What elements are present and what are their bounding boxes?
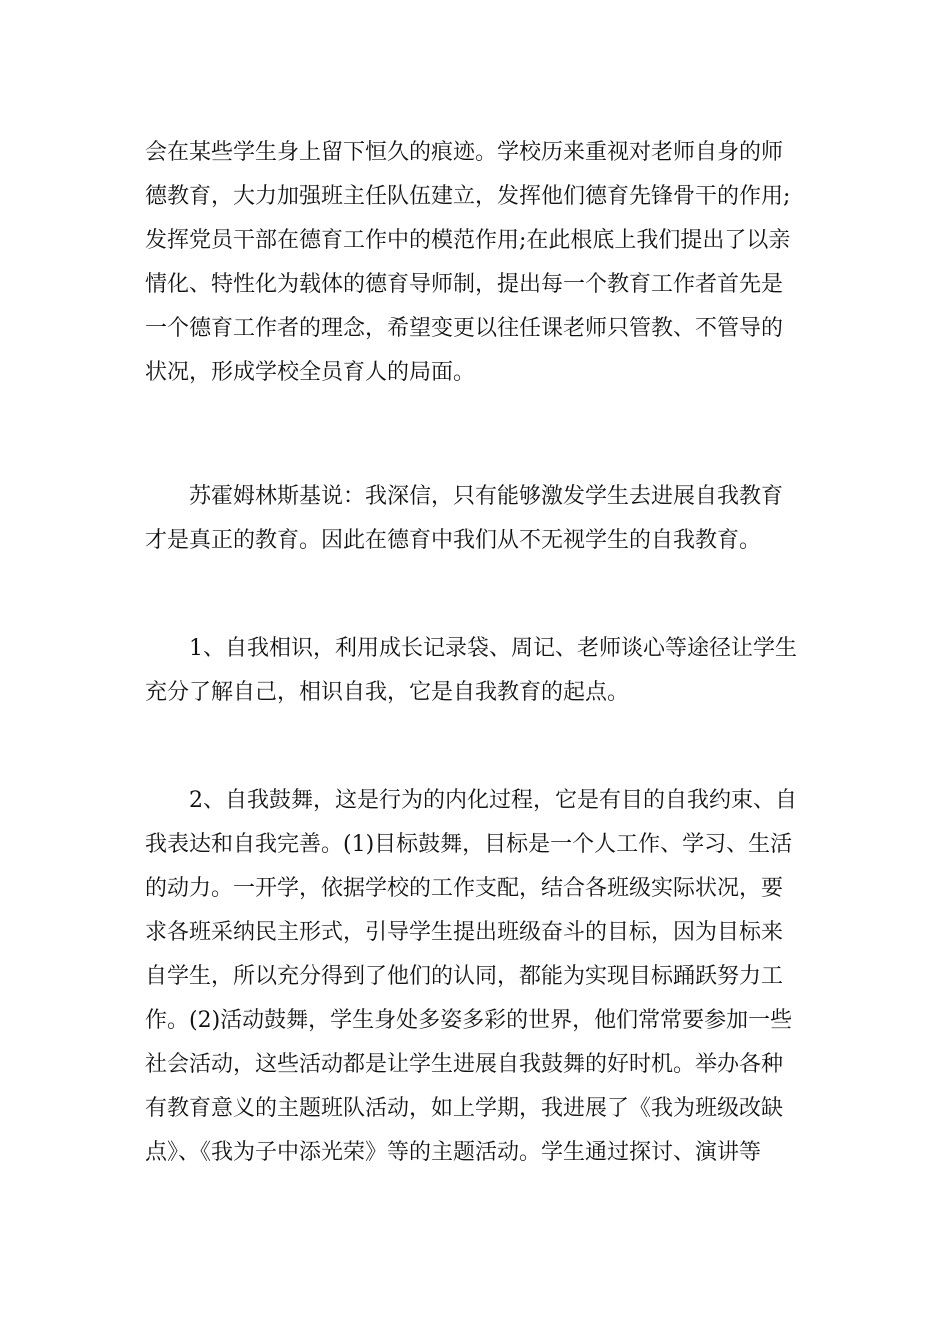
text-line: 的动力。一开学，依据学校的工作支配，结合各班级实际状况，要 — [145, 876, 784, 901]
text-line: 状况，形成学校全员育人的局面。 — [145, 360, 476, 385]
text-line: 社会活动，这些活动都是让学生进展自我鼓舞的好时机。举办各种 — [145, 1052, 784, 1077]
paragraph-self-education-quote — [145, 475, 805, 563]
text-line: 情化、特性化为载体的德育导师制，提出每一个教育工作者首先是 — [145, 272, 784, 297]
paragraph-self-encouragement — [145, 779, 805, 1175]
text-line: 德教育，大力加强班主任队伍建立，发挥他们德育先锋骨干的作用; — [145, 184, 791, 209]
text-line: 我表达和自我完善。(1)目标鼓舞，目标是一个人工作、学习、生活 — [145, 832, 793, 857]
text-line: 一个德育工作者的理念，希望变更以往任课老师只管教、不管导的 — [145, 316, 784, 341]
text-line: 发挥党员干部在德育工作中的模范作用;在此根底上我们提出了以亲 — [145, 228, 791, 253]
text-line: 自学生，所以充分得到了他们的认同，都能为实现目标踊跃努力工 — [145, 964, 784, 989]
text-line: 2、自我鼓舞，这是行为的内化过程，它是有目的自我约束、自 — [145, 788, 797, 813]
paragraph-self-knowledge — [145, 627, 805, 715]
text-line: 有教育意义的主题班队活动，如上学期，我进展了《我为班级改缺 — [145, 1096, 784, 1121]
text-line: 作。(2)活动鼓舞，学生身处多姿多彩的世界，他们常常要参加一些 — [145, 1008, 793, 1033]
text-line: 苏霍姆林斯基说：我深信，只有能够激发学生去进展自我教育 — [145, 484, 784, 509]
text-line: 会在某些学生身上留下恒久的痕迹。学校历来重视对老师自身的师 — [145, 140, 784, 165]
text-line: 1、自我相识，利用成长记录袋、周记、老师谈心等途径让学生 — [145, 636, 797, 661]
text-line: 才是真正的教育。因此在德育中我们从不无视学生的自我教育。 — [145, 528, 762, 553]
text-line: 点》、《我为子中添光荣》等的主题活动。学生通过探讨、演讲等 — [145, 1140, 762, 1165]
paragraph-teacher-ethics — [145, 131, 805, 395]
text-line: 求各班采纳民主形式，引导学生提出班级奋斗的目标，因为目标来 — [145, 920, 784, 945]
text-line: 充分了解自己，相识自我，它是自我教育的起点。 — [145, 680, 630, 705]
